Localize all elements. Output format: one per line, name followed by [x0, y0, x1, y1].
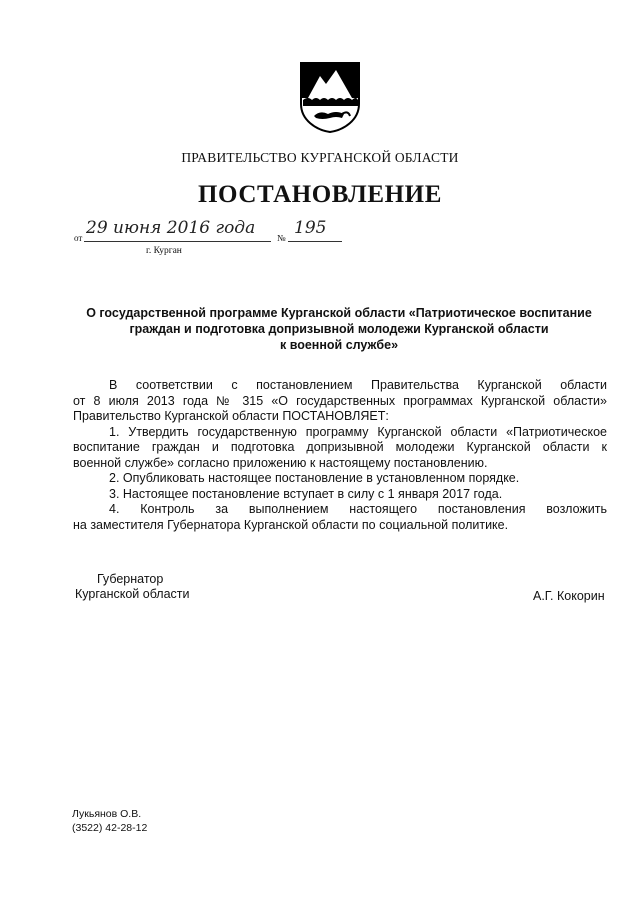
document-title: [60, 305, 618, 353]
city-label: г. Курган: [146, 246, 182, 256]
body-line: от 8 июля 2013 года № 315 «О государственных программах Курганской области»: [73, 393, 607, 408]
executor-phone: (3522) 42-28-12: [72, 822, 148, 834]
body-line: 2. Опубликовать настоящее постановление в установленном порядке.: [109, 471, 520, 485]
body-line: на заместителя Губернатора Курганской области по социальной политике.: [73, 517, 509, 532]
date-underline: [84, 241, 271, 242]
handwritten-number: 195: [294, 218, 327, 238]
document-type-heading: ПОСТАНОВЛЕНИЕ: [197, 181, 443, 208]
date-from-label: от: [74, 233, 83, 243]
signatory-title: Губернатор: [97, 572, 164, 586]
body-line: 3. Настоящее постановление вступает в силу с 1 января 2017 года.: [109, 486, 503, 501]
body-line: 4. Контроль за выполнением настоящего постановления возложить: [109, 502, 607, 516]
document-body: [73, 378, 607, 533]
number-underline: [288, 241, 342, 242]
title-line: к военной службе»: [279, 338, 399, 352]
signatory-region: Курганской области: [75, 587, 190, 601]
government-name: ПРАВИТЕЛЬСТВО КУРГАНСКОЙ ОБЛАСТИ: [181, 150, 459, 165]
title-line: граждан и подготовка допризывной молодежи Курганской области: [129, 322, 549, 336]
number-label: №: [277, 233, 286, 243]
body-line: В соответствии с постановлением Правительства Курганской области: [109, 378, 607, 392]
signatory-name: А.Г. Кокорин: [533, 589, 605, 603]
body-line: военной службе» согласно приложению к настоящему постановлению.: [73, 455, 488, 470]
body-line: 1. Утвердить государственную программу Курганской области «Патриотическое: [109, 424, 607, 439]
body-line: воспитание граждан и подготовка допризывной молодежи Курганской области к: [73, 440, 607, 454]
title-line: О государственной программе Курганской области «Патриотическое воспитание: [86, 306, 592, 320]
coat-of-arms-emblem: [298, 60, 362, 134]
executor-name: Лукьянов О.В.: [72, 808, 142, 820]
body-line: Правительство Курганской области ПОСТАНОВЛЯЕТ:: [73, 409, 389, 423]
handwritten-date: 29 июня 2016 года: [86, 218, 256, 238]
